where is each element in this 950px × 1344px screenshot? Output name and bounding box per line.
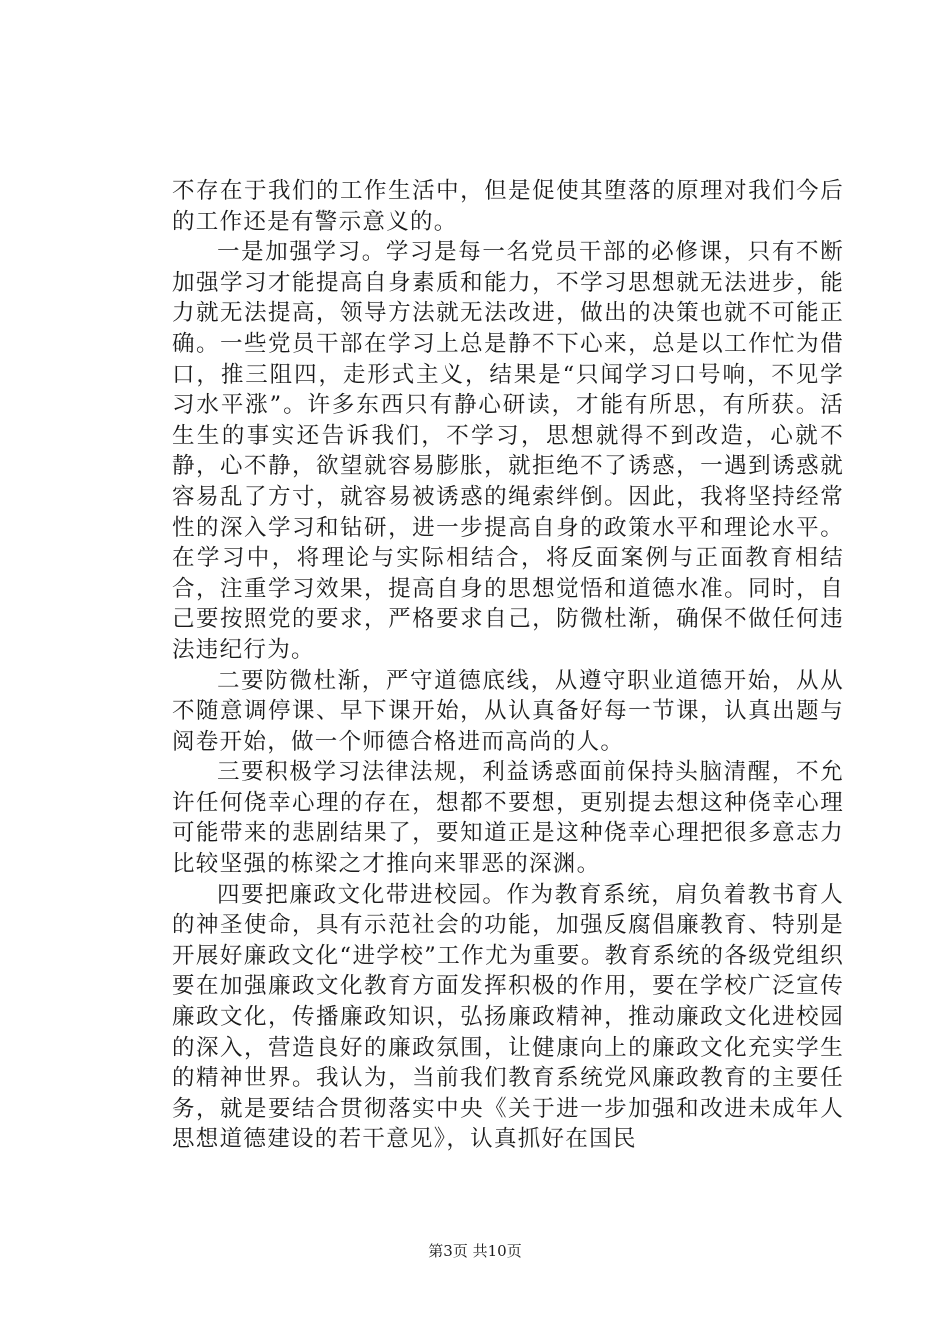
- paragraph-study: 一是加强学习。学习是每一名党员干部的必修课，只有不断加强学习才能提高自身素质和能力，不学习思想就无法进步，能力就无法提高，领导方法就无法改进，做出的决策也就不可能正确。一些党员干部在学习上总是静不下心来，总是以工作忙为借口，推三阻四，走形式主义，结果是“只闻学习口号响，不见学习水平涨”。许多东西只有静心研读，才能有所思，有所获。活生生的事实还告诉我们，不学习，思想就得不到改造，心就不静，心不静，欲望就容易膨胀，就拒绝不了诱惑，一遇到诱惑就容易乱了方寸，就容易被诱惑的绳索绊倒。因此，我将坚持经常性的深入学习和钻研，进一步提高自身的政策水平和理论水平。在学习中，将理论与实际相结合，将反面案例与正面教育相结合，注重学习效果，提高自身的思想觉悟和道德水准。同时，自己要按照党的要求，严格要求自己，防微杜渐，确保不做任何违法违纪行为。: [172, 239, 844, 663]
- body-text: [172, 176, 844, 1155]
- paragraph-continuation: 不存在于我们的工作生活中，但是促使其堕落的原理对我们今后的工作还是有警示意义的。: [172, 178, 844, 235]
- page-footer: 第3页 共10页: [428, 1242, 522, 1260]
- paragraph-guard-against-corruption: 二要防微杜渐，严守道德底线，从遵守职业道德开始，从从不随意调停课、早下课开始，从认真备好每一节课，认真出题与阅卷开始，做一个师德合格进而高尚的人。: [172, 667, 844, 755]
- paragraph-study-law: 三要积极学习法律法规，利益诱惑面前保持头脑清醒，不允许任何侥幸心理的存在，想都不要想，更别提去想这种侥幸心理可能带来的悲剧结果了，要知道正是这种侥幸心理把很多意志力比较坚强的栋梁之才推向来罪恶的深渊。: [172, 759, 844, 878]
- paragraph-campus-culture: 四要把廉政文化带进校园。作为教育系统，肩负着教书育人的神圣使命，具有示范社会的功能，加强反腐倡廉教育、特别是开展好廉政文化“进学校”工作尤为重要。教育系统的各级党组织要在加强廉政文化教育方面发挥积极的作用，要在学校广泛宣传廉政文化，传播廉政知识，弘扬廉政精神，推动廉政文化进校园的深入，营造良好的廉政氛围，让健康向上的廉政文化充实学生的精神世界。我认为，当前我们教育系统党风廉政教育的主要任务，就是要结合贯彻落实中央《关于进一步加强和改进未成年人思想道德建设的若干意见》，认真抓好在国民: [172, 881, 844, 1153]
